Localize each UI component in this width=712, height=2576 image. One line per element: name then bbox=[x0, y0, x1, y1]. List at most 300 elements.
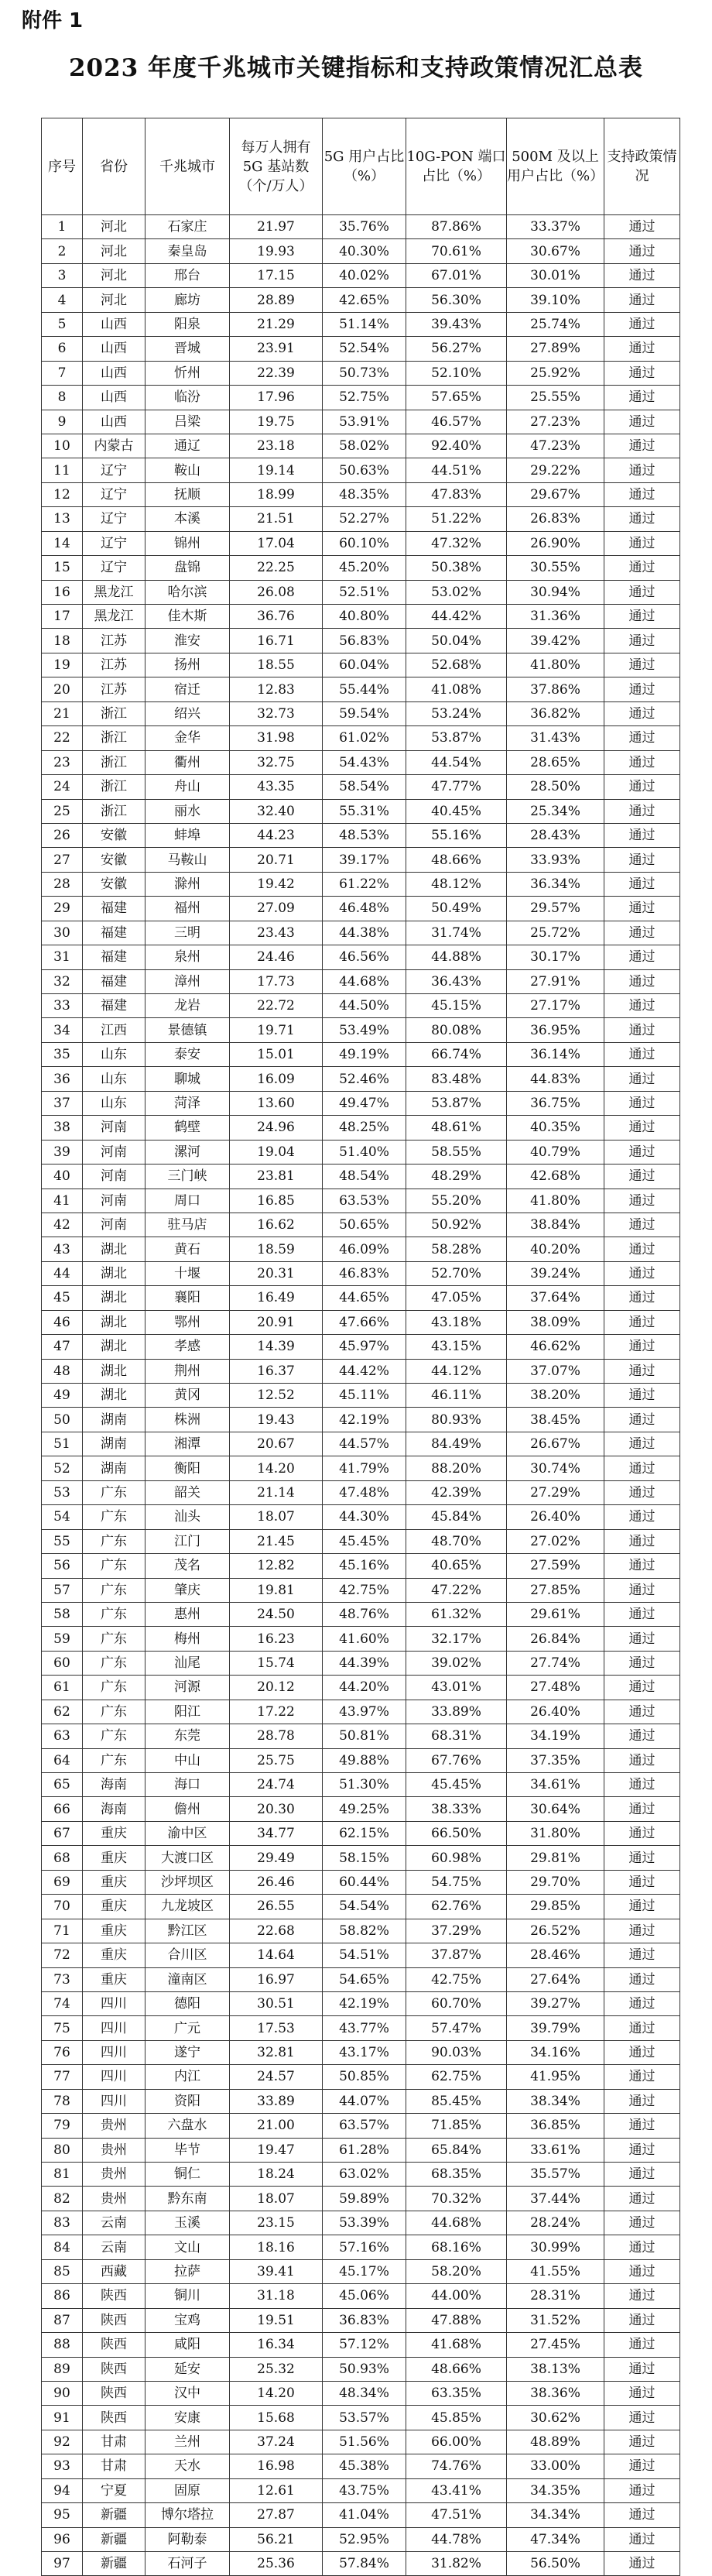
cell-10g-pon: 41.68% bbox=[406, 2333, 507, 2357]
cell-10g-pon: 36.43% bbox=[406, 969, 507, 993]
cell-province: 山西 bbox=[83, 361, 145, 385]
cell-province: 福建 bbox=[83, 921, 145, 945]
table-row bbox=[42, 1846, 680, 1870]
cell-10g-pon: 53.24% bbox=[406, 701, 507, 725]
cell-500m-users: 37.35% bbox=[507, 1748, 604, 1772]
cell-city: 忻州 bbox=[145, 361, 230, 385]
header-province: 省份 bbox=[83, 118, 145, 215]
cell-5g-stations: 33.89 bbox=[230, 2089, 323, 2113]
cell-10g-pon: 45.45% bbox=[406, 1773, 507, 1797]
cell-province: 山西 bbox=[83, 410, 145, 434]
table-row bbox=[42, 556, 680, 580]
cell-5g-stations: 32.81 bbox=[230, 2040, 323, 2064]
cell-policy: 通过 bbox=[604, 726, 680, 750]
cell-5g-stations: 31.98 bbox=[230, 726, 323, 750]
cell-5g-stations: 25.32 bbox=[230, 2357, 323, 2381]
table-row bbox=[42, 1432, 680, 1456]
cell-policy: 通过 bbox=[604, 1456, 680, 1480]
cell-5g-users: 60.44% bbox=[323, 1870, 406, 1894]
cell-policy: 通过 bbox=[604, 312, 680, 336]
cell-10g-pon: 87.86% bbox=[406, 215, 507, 239]
table-row bbox=[42, 677, 680, 701]
cell-5g-users: 43.77% bbox=[323, 2016, 406, 2040]
cell-10g-pon: 65.84% bbox=[406, 2138, 507, 2162]
table-row bbox=[42, 2065, 680, 2089]
cell-province: 山东 bbox=[83, 1042, 145, 1066]
cell-10g-pon: 52.70% bbox=[406, 1261, 507, 1285]
cell-policy: 通过 bbox=[604, 2089, 680, 2113]
cell-policy: 通过 bbox=[604, 2284, 680, 2308]
cell-10g-pon: 45.85% bbox=[406, 2406, 507, 2430]
table-row bbox=[42, 239, 680, 263]
cell-5g-stations: 23.43 bbox=[230, 921, 323, 945]
cell-province: 陕西 bbox=[83, 2308, 145, 2332]
cell-policy: 通过 bbox=[604, 2163, 680, 2187]
cell-policy: 通过 bbox=[604, 482, 680, 506]
cell-5g-stations: 19.42 bbox=[230, 872, 323, 896]
cell-5g-users: 60.04% bbox=[323, 653, 406, 677]
cell-500m-users: 41.80% bbox=[507, 653, 604, 677]
cell-province: 海南 bbox=[83, 1797, 145, 1821]
table-row bbox=[42, 312, 680, 336]
cell-500m-users: 27.91% bbox=[507, 969, 604, 993]
table-row bbox=[42, 1821, 680, 1845]
cell-policy: 通过 bbox=[604, 1991, 680, 2015]
table-row bbox=[42, 458, 680, 482]
cell-policy: 通过 bbox=[604, 1189, 680, 1213]
cell-10g-pon: 68.16% bbox=[406, 2235, 507, 2259]
table-row bbox=[42, 2114, 680, 2138]
cell-index: 84 bbox=[42, 2235, 83, 2259]
cell-policy: 通过 bbox=[604, 823, 680, 847]
cell-index: 12 bbox=[42, 482, 83, 506]
cell-policy: 通过 bbox=[604, 458, 680, 482]
cell-5g-users: 41.60% bbox=[323, 1627, 406, 1651]
cell-500m-users: 27.89% bbox=[507, 337, 604, 361]
cell-index: 68 bbox=[42, 1846, 83, 1870]
cell-index: 14 bbox=[42, 531, 83, 555]
cell-index: 87 bbox=[42, 2308, 83, 2332]
cell-province: 辽宁 bbox=[83, 556, 145, 580]
cell-city: 梅州 bbox=[145, 1627, 230, 1651]
cell-500m-users: 28.24% bbox=[507, 2211, 604, 2235]
cell-province: 广东 bbox=[83, 1554, 145, 1578]
cell-5g-users: 46.83% bbox=[323, 1261, 406, 1285]
cell-city: 石河子 bbox=[145, 2552, 230, 2576]
cell-10g-pon: 80.93% bbox=[406, 1408, 507, 1432]
table-row bbox=[42, 969, 680, 993]
cell-index: 95 bbox=[42, 2503, 83, 2527]
cell-index: 72 bbox=[42, 1943, 83, 1967]
cell-city: 黄石 bbox=[145, 1237, 230, 1261]
cell-province: 江西 bbox=[83, 1018, 145, 1042]
table-row bbox=[42, 2381, 680, 2405]
table-row bbox=[42, 823, 680, 847]
cell-province: 重庆 bbox=[83, 1967, 145, 1991]
cell-5g-stations: 16.23 bbox=[230, 1627, 323, 1651]
cell-policy: 通过 bbox=[604, 2016, 680, 2040]
cell-policy: 通过 bbox=[604, 580, 680, 604]
cell-province: 福建 bbox=[83, 994, 145, 1018]
table-row bbox=[42, 750, 680, 774]
cell-5g-users: 44.42% bbox=[323, 1359, 406, 1383]
table-row bbox=[42, 1991, 680, 2015]
cell-index: 24 bbox=[42, 775, 83, 799]
cell-5g-users: 55.31% bbox=[323, 799, 406, 823]
cell-500m-users: 37.64% bbox=[507, 1286, 604, 1310]
cell-policy: 通过 bbox=[604, 2308, 680, 2332]
cell-province: 湖北 bbox=[83, 1359, 145, 1383]
cell-500m-users: 30.62% bbox=[507, 2406, 604, 2430]
cell-500m-users: 39.79% bbox=[507, 2016, 604, 2040]
cell-10g-pon: 44.12% bbox=[406, 1359, 507, 1383]
cell-policy: 通过 bbox=[604, 1943, 680, 1967]
cell-city: 铜仁 bbox=[145, 2163, 230, 2187]
cell-5g-users: 63.53% bbox=[323, 1189, 406, 1213]
cell-5g-users: 44.07% bbox=[323, 2089, 406, 2113]
cell-policy: 通过 bbox=[604, 1846, 680, 1870]
cell-index: 41 bbox=[42, 1189, 83, 1213]
cell-5g-users: 59.54% bbox=[323, 701, 406, 725]
cell-10g-pon: 66.50% bbox=[406, 1821, 507, 1845]
cell-city: 汕尾 bbox=[145, 1651, 230, 1675]
cell-city: 惠州 bbox=[145, 1602, 230, 1626]
cell-policy: 通过 bbox=[604, 1213, 680, 1237]
cell-500m-users: 27.45% bbox=[507, 2333, 604, 2357]
cell-province: 福建 bbox=[83, 969, 145, 993]
cell-10g-pon: 37.29% bbox=[406, 1919, 507, 1943]
cell-5g-users: 45.06% bbox=[323, 2284, 406, 2308]
cell-index: 5 bbox=[42, 312, 83, 336]
cell-5g-users: 35.76% bbox=[323, 215, 406, 239]
cell-province: 山东 bbox=[83, 1067, 145, 1091]
cell-index: 18 bbox=[42, 629, 83, 653]
cell-500m-users: 38.09% bbox=[507, 1310, 604, 1334]
cell-policy: 通过 bbox=[604, 1480, 680, 1504]
cell-province: 河北 bbox=[83, 263, 145, 287]
cell-policy: 通过 bbox=[604, 1384, 680, 1408]
cell-city: 菏泽 bbox=[145, 1091, 230, 1115]
cell-province: 广东 bbox=[83, 1724, 145, 1748]
cell-5g-stations: 20.31 bbox=[230, 1261, 323, 1285]
cell-500m-users: 31.52% bbox=[507, 2308, 604, 2332]
cell-city: 河源 bbox=[145, 1676, 230, 1700]
cell-500m-users: 38.45% bbox=[507, 1408, 604, 1432]
cell-5g-users: 48.76% bbox=[323, 1602, 406, 1626]
cell-policy: 通过 bbox=[604, 1651, 680, 1675]
cell-500m-users: 33.00% bbox=[507, 2454, 604, 2478]
cell-city: 秦皇岛 bbox=[145, 239, 230, 263]
cell-policy: 通过 bbox=[604, 1432, 680, 1456]
table-row bbox=[42, 775, 680, 799]
cell-city: 文山 bbox=[145, 2235, 230, 2259]
cell-500m-users: 25.55% bbox=[507, 386, 604, 410]
table-row bbox=[42, 1700, 680, 1724]
cell-index: 23 bbox=[42, 750, 83, 774]
cell-5g-stations: 28.89 bbox=[230, 288, 323, 312]
cell-5g-stations: 44.23 bbox=[230, 823, 323, 847]
cell-policy: 通过 bbox=[604, 1554, 680, 1578]
cell-policy: 通过 bbox=[604, 677, 680, 701]
cell-province: 湖北 bbox=[83, 1384, 145, 1408]
cell-5g-users: 62.15% bbox=[323, 1821, 406, 1845]
cell-province: 贵州 bbox=[83, 2138, 145, 2162]
cell-policy: 通过 bbox=[604, 2187, 680, 2211]
cell-policy: 通过 bbox=[604, 799, 680, 823]
cell-province: 浙江 bbox=[83, 750, 145, 774]
cell-policy: 通过 bbox=[604, 945, 680, 969]
cell-5g-users: 51.56% bbox=[323, 2430, 406, 2454]
cell-index: 40 bbox=[42, 1165, 83, 1189]
cell-500m-users: 30.99% bbox=[507, 2235, 604, 2259]
cell-10g-pon: 60.70% bbox=[406, 1991, 507, 2015]
cell-index: 29 bbox=[42, 897, 83, 921]
cell-10g-pon: 50.92% bbox=[406, 1213, 507, 1237]
cell-province: 山西 bbox=[83, 337, 145, 361]
table-row bbox=[42, 531, 680, 555]
cell-city: 内江 bbox=[145, 2065, 230, 2089]
cell-5g-stations: 14.64 bbox=[230, 1943, 323, 1967]
table-row bbox=[42, 1627, 680, 1651]
cell-5g-users: 46.56% bbox=[323, 945, 406, 969]
table-row bbox=[42, 410, 680, 434]
table-header-row bbox=[42, 118, 680, 215]
cell-5g-stations: 20.12 bbox=[230, 1676, 323, 1700]
table-row bbox=[42, 2527, 680, 2551]
cell-5g-stations: 14.20 bbox=[230, 2381, 323, 2405]
cell-5g-users: 45.17% bbox=[323, 2259, 406, 2283]
cell-policy: 通过 bbox=[604, 2235, 680, 2259]
cell-5g-stations: 20.67 bbox=[230, 1432, 323, 1456]
cell-500m-users: 40.79% bbox=[507, 1140, 604, 1164]
cell-province: 广东 bbox=[83, 1651, 145, 1675]
cell-5g-users: 51.40% bbox=[323, 1140, 406, 1164]
table-row bbox=[42, 799, 680, 823]
cell-5g-users: 40.30% bbox=[323, 239, 406, 263]
cell-policy: 通过 bbox=[604, 1140, 680, 1164]
table-row bbox=[42, 897, 680, 921]
cell-city: 江门 bbox=[145, 1529, 230, 1553]
cell-city: 株洲 bbox=[145, 1408, 230, 1432]
cell-index: 48 bbox=[42, 1359, 83, 1383]
cell-policy: 通过 bbox=[604, 775, 680, 799]
cell-5g-stations: 16.34 bbox=[230, 2333, 323, 2357]
cell-index: 11 bbox=[42, 458, 83, 482]
cell-5g-stations: 23.15 bbox=[230, 2211, 323, 2235]
header-policy: 支持政策情况 bbox=[604, 118, 680, 215]
cell-policy: 通过 bbox=[604, 701, 680, 725]
cell-500m-users: 27.85% bbox=[507, 1578, 604, 1602]
cell-5g-stations: 23.81 bbox=[230, 1165, 323, 1189]
cell-5g-stations: 29.49 bbox=[230, 1846, 323, 1870]
cell-500m-users: 27.59% bbox=[507, 1554, 604, 1578]
cell-city: 吕梁 bbox=[145, 410, 230, 434]
cell-province: 内蒙古 bbox=[83, 434, 145, 458]
cell-500m-users: 47.23% bbox=[507, 434, 604, 458]
cell-5g-stations: 17.96 bbox=[230, 386, 323, 410]
cell-province: 山东 bbox=[83, 1091, 145, 1115]
cell-policy: 通过 bbox=[604, 872, 680, 896]
cell-5g-users: 48.34% bbox=[323, 2381, 406, 2405]
cell-5g-users: 45.45% bbox=[323, 1529, 406, 1553]
cell-5g-users: 52.51% bbox=[323, 580, 406, 604]
cell-500m-users: 26.84% bbox=[507, 1627, 604, 1651]
cell-policy: 通过 bbox=[604, 1895, 680, 1919]
cell-10g-pon: 63.35% bbox=[406, 2381, 507, 2405]
cell-5g-users: 44.68% bbox=[323, 969, 406, 993]
cell-city: 大渡口区 bbox=[145, 1846, 230, 1870]
cell-index: 16 bbox=[42, 580, 83, 604]
table-row bbox=[42, 1384, 680, 1408]
table-row bbox=[42, 1724, 680, 1748]
cell-5g-stations: 15.01 bbox=[230, 1042, 323, 1066]
cell-policy: 通过 bbox=[604, 1821, 680, 1845]
cell-500m-users: 36.34% bbox=[507, 872, 604, 896]
cell-index: 67 bbox=[42, 1821, 83, 1845]
cell-province: 海南 bbox=[83, 1773, 145, 1797]
cell-index: 64 bbox=[42, 1748, 83, 1772]
cell-city: 佳木斯 bbox=[145, 605, 230, 629]
cell-city: 固原 bbox=[145, 2478, 230, 2502]
cell-500m-users: 26.52% bbox=[507, 1919, 604, 1943]
cell-city: 金华 bbox=[145, 726, 230, 750]
cell-index: 81 bbox=[42, 2163, 83, 2187]
cell-5g-stations: 17.22 bbox=[230, 1700, 323, 1724]
cell-policy: 通过 bbox=[604, 386, 680, 410]
cell-policy: 通过 bbox=[604, 1578, 680, 1602]
cell-500m-users: 31.43% bbox=[507, 726, 604, 750]
cell-500m-users: 33.93% bbox=[507, 848, 604, 872]
cell-province: 甘肃 bbox=[83, 2454, 145, 2478]
cell-5g-users: 50.65% bbox=[323, 1213, 406, 1237]
cell-500m-users: 47.34% bbox=[507, 2527, 604, 2551]
cell-10g-pon: 47.83% bbox=[406, 482, 507, 506]
cell-5g-stations: 19.71 bbox=[230, 1018, 323, 1042]
cell-policy: 通过 bbox=[604, 1237, 680, 1261]
cell-500m-users: 38.84% bbox=[507, 1213, 604, 1237]
cell-index: 33 bbox=[42, 994, 83, 1018]
table-row bbox=[42, 434, 680, 458]
cell-policy: 通过 bbox=[604, 1165, 680, 1189]
cell-5g-stations: 26.55 bbox=[230, 1895, 323, 1919]
cell-10g-pon: 47.05% bbox=[406, 1286, 507, 1310]
cell-10g-pon: 42.75% bbox=[406, 1967, 507, 1991]
cell-city: 蚌埠 bbox=[145, 823, 230, 847]
table-row bbox=[42, 1237, 680, 1261]
table-row bbox=[42, 2478, 680, 2502]
cell-policy: 通过 bbox=[604, 994, 680, 1018]
cell-province: 湖北 bbox=[83, 1286, 145, 1310]
cell-index: 3 bbox=[42, 263, 83, 287]
cell-policy: 通过 bbox=[604, 1724, 680, 1748]
cell-5g-stations: 16.71 bbox=[230, 629, 323, 653]
cell-policy: 通过 bbox=[604, 215, 680, 239]
cell-5g-users: 36.83% bbox=[323, 2308, 406, 2332]
cell-index: 37 bbox=[42, 1091, 83, 1115]
cell-500m-users: 30.01% bbox=[507, 263, 604, 287]
cell-province: 河南 bbox=[83, 1189, 145, 1213]
cell-province: 河南 bbox=[83, 1213, 145, 1237]
table-row bbox=[42, 2163, 680, 2187]
header-5g-users: 5G 用户占比（%） bbox=[323, 118, 406, 215]
cell-province: 陕西 bbox=[83, 2357, 145, 2381]
table-row bbox=[42, 1797, 680, 1821]
cell-5g-users: 54.43% bbox=[323, 750, 406, 774]
table-row bbox=[42, 1261, 680, 1285]
cell-index: 19 bbox=[42, 653, 83, 677]
table-row bbox=[42, 872, 680, 896]
cell-city: 兰州 bbox=[145, 2430, 230, 2454]
cell-500m-users: 30.67% bbox=[507, 239, 604, 263]
table-row bbox=[42, 2211, 680, 2235]
cell-10g-pon: 71.85% bbox=[406, 2114, 507, 2138]
cell-5g-users: 45.11% bbox=[323, 1384, 406, 1408]
cell-10g-pon: 48.70% bbox=[406, 1529, 507, 1553]
cell-500m-users: 27.29% bbox=[507, 1480, 604, 1504]
cell-5g-users: 50.93% bbox=[323, 2357, 406, 2381]
cell-500m-users: 27.48% bbox=[507, 1676, 604, 1700]
cell-10g-pon: 40.65% bbox=[406, 1554, 507, 1578]
cell-5g-stations: 21.97 bbox=[230, 215, 323, 239]
cell-province: 湖南 bbox=[83, 1456, 145, 1480]
cell-index: 61 bbox=[42, 1676, 83, 1700]
cell-5g-users: 42.19% bbox=[323, 1408, 406, 1432]
cell-10g-pon: 44.54% bbox=[406, 750, 507, 774]
cell-index: 66 bbox=[42, 1797, 83, 1821]
cell-500m-users: 34.61% bbox=[507, 1773, 604, 1797]
cell-5g-stations: 16.37 bbox=[230, 1359, 323, 1383]
cell-5g-users: 52.27% bbox=[323, 507, 406, 531]
cell-5g-users: 52.75% bbox=[323, 386, 406, 410]
table-row bbox=[42, 1578, 680, 1602]
cell-10g-pon: 43.01% bbox=[406, 1676, 507, 1700]
cell-10g-pon: 47.77% bbox=[406, 775, 507, 799]
cell-city: 本溪 bbox=[145, 507, 230, 531]
cell-10g-pon: 67.01% bbox=[406, 263, 507, 287]
cell-5g-stations: 18.55 bbox=[230, 653, 323, 677]
cell-index: 38 bbox=[42, 1116, 83, 1140]
cell-province: 辽宁 bbox=[83, 507, 145, 531]
cell-10g-pon: 48.29% bbox=[406, 1165, 507, 1189]
cell-5g-stations: 18.16 bbox=[230, 2235, 323, 2259]
cell-500m-users: 28.43% bbox=[507, 823, 604, 847]
cell-province: 河北 bbox=[83, 288, 145, 312]
cell-5g-stations: 24.57 bbox=[230, 2065, 323, 2089]
cell-10g-pon: 68.35% bbox=[406, 2163, 507, 2187]
cell-500m-users: 30.64% bbox=[507, 1797, 604, 1821]
table-row bbox=[42, 1602, 680, 1626]
table-row bbox=[42, 215, 680, 239]
cell-city: 肇庆 bbox=[145, 1578, 230, 1602]
cell-500m-users: 33.37% bbox=[507, 215, 604, 239]
cell-10g-pon: 60.98% bbox=[406, 1846, 507, 1870]
table-row bbox=[42, 1140, 680, 1164]
cell-province: 河南 bbox=[83, 1165, 145, 1189]
cell-5g-stations: 21.45 bbox=[230, 1529, 323, 1553]
cell-policy: 通过 bbox=[604, 1919, 680, 1943]
cell-500m-users: 39.27% bbox=[507, 1991, 604, 2015]
table-row bbox=[42, 2552, 680, 2576]
cell-province: 江苏 bbox=[83, 653, 145, 677]
table-row bbox=[42, 1919, 680, 1943]
cell-city: 毕节 bbox=[145, 2138, 230, 2162]
cell-10g-pon: 41.08% bbox=[406, 677, 507, 701]
cell-10g-pon: 58.28% bbox=[406, 1237, 507, 1261]
cell-500m-users: 27.17% bbox=[507, 994, 604, 1018]
table-row bbox=[42, 1116, 680, 1140]
cell-5g-stations: 17.73 bbox=[230, 969, 323, 993]
table-row bbox=[42, 2040, 680, 2064]
